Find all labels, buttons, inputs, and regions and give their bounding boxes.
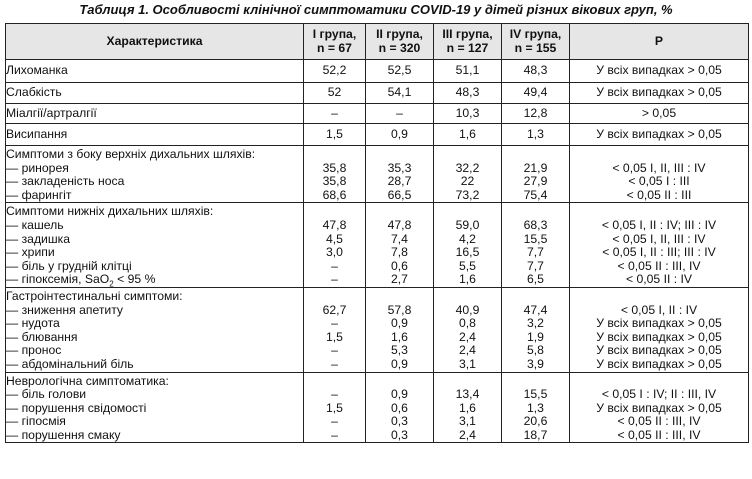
cell-value: 35,8 bbox=[322, 174, 347, 189]
cell-value: 3,1 bbox=[459, 356, 476, 371]
cell-value: 27,9 bbox=[523, 174, 548, 189]
row-label: — хрипи bbox=[6, 245, 55, 260]
cell-value: 1,6 bbox=[459, 400, 476, 415]
group-col-p bbox=[570, 287, 749, 372]
cell-value: 1,6 bbox=[434, 124, 502, 146]
cell-value: 3,2 bbox=[527, 316, 544, 331]
cell-value: 4,5 bbox=[326, 231, 343, 246]
cell-value: 0,3 bbox=[391, 414, 408, 429]
group-col-2 bbox=[366, 146, 434, 203]
row-label: — біль у грудній клітці bbox=[6, 258, 132, 273]
cell-value: 5,3 bbox=[391, 343, 408, 358]
row-label-hypoxemia: — гіпоксемія, SaO$_2$ < 95 % bbox=[6, 272, 156, 289]
cell-value: 1,3 bbox=[502, 124, 570, 146]
table-row bbox=[6, 372, 749, 443]
group-col-p bbox=[570, 146, 749, 203]
cell-p: У всіх випадках > 0,05 bbox=[596, 329, 722, 344]
cell-value: 7,4 bbox=[391, 231, 408, 246]
cell-value: 16,5 bbox=[455, 245, 480, 260]
cell-value: 1,5 bbox=[326, 329, 343, 344]
cell-value: 0,9 bbox=[366, 124, 434, 146]
cell-value: 28,7 bbox=[387, 174, 412, 189]
cell-p: < 0,05 II : III bbox=[626, 187, 692, 202]
cell-p: У всіх випадках > 0,05 bbox=[570, 60, 749, 83]
cell-value: 52,5 bbox=[366, 60, 434, 83]
cell-value: 47,4 bbox=[523, 302, 548, 317]
group-col-4 bbox=[502, 372, 570, 443]
row-label: Міалгії/артралгії bbox=[6, 104, 304, 124]
cell-value: 20,6 bbox=[523, 414, 548, 429]
cell-p: < 0,05 I, II : III; III : IV bbox=[602, 245, 716, 260]
cell-value: – bbox=[366, 104, 434, 124]
cell-value: – bbox=[331, 343, 338, 358]
table-row bbox=[6, 203, 749, 288]
table-row bbox=[6, 60, 749, 83]
group-title: Гастроінтестинальні симптоми: bbox=[6, 288, 183, 303]
cell-value: – bbox=[331, 356, 338, 371]
cell-value: – bbox=[331, 387, 338, 402]
cell-value: 7,8 bbox=[391, 245, 408, 260]
cell-value: 3,0 bbox=[326, 245, 343, 260]
group-col-3 bbox=[434, 203, 502, 288]
cell-value: 52 bbox=[304, 83, 366, 104]
cell-p: < 0,05 I, II : IV bbox=[620, 302, 698, 317]
cell-p: У всіх випадках > 0,05 bbox=[570, 124, 749, 146]
table-row bbox=[6, 287, 749, 372]
cell-value: 1,5 bbox=[304, 124, 366, 146]
cell-value: 52,2 bbox=[304, 60, 366, 83]
cell-value: – bbox=[331, 427, 338, 442]
cell-p: < 0,05 I, II : IV; III : IV bbox=[601, 217, 717, 232]
cell-value: 48,3 bbox=[434, 83, 502, 104]
row-label: — фарингіт bbox=[6, 187, 72, 202]
cell-value: 54,1 bbox=[366, 83, 434, 104]
group-title: Неврологічна симптоматика: bbox=[6, 373, 169, 388]
cell-value: 57,8 bbox=[387, 302, 412, 317]
cell-value: 13,4 bbox=[455, 387, 480, 402]
cell-value: 5,5 bbox=[459, 258, 476, 273]
cell-value: – bbox=[331, 272, 338, 287]
cell-value: 10,3 bbox=[434, 104, 502, 124]
row-label: Слабкість bbox=[6, 83, 304, 104]
row-label: — кашель bbox=[6, 217, 64, 232]
cell-p: < 0,05 II : III, IV bbox=[617, 427, 701, 442]
group-col-1 bbox=[304, 372, 366, 443]
cell-value: 1,3 bbox=[527, 400, 544, 415]
row-label: — задишка bbox=[6, 231, 71, 246]
table-row bbox=[6, 146, 749, 203]
row-label: — гіпосмія bbox=[6, 414, 66, 429]
cell-value: 2,7 bbox=[391, 272, 408, 287]
cell-value: 1,6 bbox=[391, 329, 408, 344]
cell-p: У всіх випадках > 0,05 bbox=[596, 316, 722, 331]
header-group-1: I група, n = 67 bbox=[304, 24, 366, 60]
cell-value: 1,9 bbox=[527, 329, 544, 344]
cell-p: < 0,05 I, II, III : IV bbox=[612, 231, 706, 246]
group-col-1 bbox=[304, 203, 366, 288]
cell-value: 18,7 bbox=[523, 427, 548, 442]
group-label-cell bbox=[6, 372, 304, 443]
cell-value: 0,6 bbox=[391, 258, 408, 273]
cell-value: 15,5 bbox=[523, 387, 548, 402]
cell-value: 35,3 bbox=[387, 160, 412, 175]
cell-value: 47,8 bbox=[322, 217, 347, 232]
cell-value: – bbox=[331, 258, 338, 273]
group-col-3 bbox=[434, 146, 502, 203]
table-row bbox=[6, 124, 749, 146]
cell-p: У всіх випадках > 0,05 bbox=[596, 400, 722, 415]
group-label-cell bbox=[6, 146, 304, 203]
cell-value: – bbox=[331, 414, 338, 429]
group-col-p bbox=[570, 372, 749, 443]
cell-value: 0,3 bbox=[391, 427, 408, 442]
row-label: — нудота bbox=[6, 316, 60, 331]
header-group-2: II група, n = 320 bbox=[366, 24, 434, 60]
group-col-2 bbox=[366, 372, 434, 443]
group-col-p bbox=[570, 203, 749, 288]
header-group-3: III група, n = 127 bbox=[434, 24, 502, 60]
header-row bbox=[6, 24, 749, 60]
cell-value: 73,2 bbox=[455, 187, 480, 202]
group-col-2 bbox=[366, 287, 434, 372]
row-label: — біль голови bbox=[6, 387, 87, 402]
group-col-4 bbox=[502, 203, 570, 288]
cell-p: < 0,05 I : III bbox=[628, 174, 690, 189]
cell-value: 0,8 bbox=[459, 316, 476, 331]
cell-value: 59,0 bbox=[455, 217, 480, 232]
cell-value: 0,9 bbox=[391, 316, 408, 331]
cell-value: 1,6 bbox=[459, 272, 476, 287]
group-col-2 bbox=[366, 203, 434, 288]
cell-value: – bbox=[331, 316, 338, 331]
cell-value: 51,1 bbox=[434, 60, 502, 83]
cell-value: 0,9 bbox=[391, 356, 408, 371]
group-label-cell bbox=[6, 203, 304, 288]
group-col-4 bbox=[502, 287, 570, 372]
cell-value: 35,8 bbox=[322, 160, 347, 175]
group-col-3 bbox=[434, 372, 502, 443]
cell-value: 6,5 bbox=[527, 272, 544, 287]
row-label: Висипання bbox=[6, 124, 304, 146]
cell-value: 0,6 bbox=[391, 400, 408, 415]
cell-value: 2,4 bbox=[459, 329, 476, 344]
cell-value: 62,7 bbox=[322, 302, 347, 317]
group-col-4 bbox=[502, 146, 570, 203]
cell-value: 7,7 bbox=[527, 258, 544, 273]
group-col-3 bbox=[434, 287, 502, 372]
cell-value: 15,5 bbox=[523, 231, 548, 246]
cell-value: 66,5 bbox=[387, 187, 412, 202]
row-label: Лихоманка bbox=[6, 60, 304, 83]
group-title: Симптоми нижніх дихальних шляхів: bbox=[6, 204, 214, 219]
cell-p: < 0,05 II : III, IV bbox=[617, 414, 701, 429]
table-row bbox=[6, 83, 749, 104]
row-label: — порушення свідомості bbox=[6, 400, 147, 415]
cell-p: < 0,05 I, II, III : IV bbox=[612, 160, 706, 175]
cell-value: 40,9 bbox=[455, 302, 480, 317]
group-col-1 bbox=[304, 146, 366, 203]
row-label: — блювання bbox=[6, 329, 78, 344]
group-label-cell bbox=[6, 287, 304, 372]
group-col-1 bbox=[304, 287, 366, 372]
row-label: — пронос bbox=[6, 343, 62, 358]
header-characteristic: Характеристика bbox=[6, 24, 304, 60]
cell-p: У всіх випадках > 0,05 bbox=[596, 343, 722, 358]
cell-value: 47,8 bbox=[387, 217, 412, 232]
cell-value: 2,4 bbox=[459, 343, 476, 358]
cell-p: У всіх випадках > 0,05 bbox=[596, 356, 722, 371]
cell-p: < 0,05 II : III, IV bbox=[617, 258, 701, 273]
cell-value: 2,4 bbox=[459, 427, 476, 442]
cell-value: 4,2 bbox=[459, 231, 476, 246]
cell-value: 68,3 bbox=[523, 217, 548, 232]
cell-value: 5,8 bbox=[527, 343, 544, 358]
cell-value: 21,9 bbox=[523, 160, 548, 175]
cell-p: У всіх випадках > 0,05 bbox=[570, 83, 749, 104]
cell-value: 32,2 bbox=[455, 160, 480, 175]
table-caption: Таблиця 1. Особливості клінічної симптоматики COVID-19 у дітей різних вікових груп, % bbox=[79, 2, 673, 17]
cell-value: 1,5 bbox=[326, 400, 343, 415]
cell-p: < 0,05 I : IV; II : III, IV bbox=[601, 387, 717, 402]
symptoms-table bbox=[5, 23, 749, 443]
row-label: — абдомінальний біль bbox=[6, 356, 134, 371]
cell-value: 3,9 bbox=[527, 356, 544, 371]
cell-value: 68,6 bbox=[322, 187, 347, 202]
table-row bbox=[6, 104, 749, 124]
cell-value: 49,4 bbox=[502, 83, 570, 104]
cell-value: 48,3 bbox=[502, 60, 570, 83]
cell-p: > 0,05 bbox=[570, 104, 749, 124]
cell-value: – bbox=[304, 104, 366, 124]
cell-value: 7,7 bbox=[527, 245, 544, 260]
cell-value: 0,9 bbox=[391, 387, 408, 402]
cell-value: 12,8 bbox=[502, 104, 570, 124]
row-label: — порушення смаку bbox=[6, 427, 121, 442]
group-title: Симптоми з боку верхніх дихальних шляхів: bbox=[6, 147, 256, 161]
cell-value: 75,4 bbox=[523, 187, 548, 202]
header-p: P bbox=[570, 24, 749, 60]
cell-value: 22 bbox=[460, 174, 475, 189]
row-label: — закладеність носа bbox=[6, 174, 125, 189]
header-group-4: IV група, n = 155 bbox=[502, 24, 570, 60]
cell-p: < 0,05 II : IV bbox=[625, 272, 693, 287]
cell-value: 3,1 bbox=[459, 414, 476, 429]
row-label: — ринорея bbox=[6, 160, 69, 175]
row-label: — зниження апетиту bbox=[6, 302, 124, 317]
